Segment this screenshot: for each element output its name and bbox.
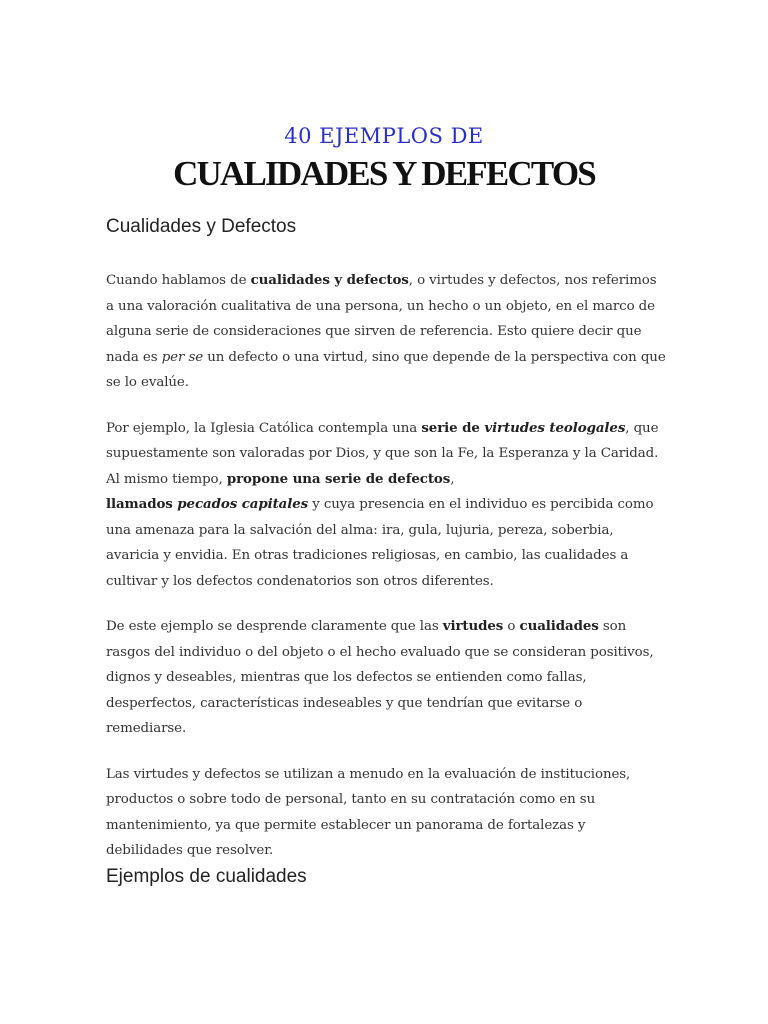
paragraph-2-bold-italic-b-text: pecados capitales	[177, 496, 309, 512]
paragraph-1-italic-term: per se	[161, 349, 204, 365]
paragraph-1	[106, 268, 666, 396]
paragraph-1-text-c: un defecto o una virtud, sino que depende de la perspectiva con que se lo evalúe.	[106, 349, 666, 390]
article-body	[106, 214, 666, 890]
paragraph-2-text-c: ,	[450, 471, 455, 487]
paragraph-2-bold-italic-a-text: virtudes teologales	[484, 419, 626, 436]
paragraph-3	[106, 614, 666, 742]
paragraph-2	[106, 416, 666, 595]
page-title: CUALIDADES Y DEFECTOS	[173, 154, 595, 193]
section-heading-ejemplos-de-cualidades: Ejemplos de cualidades	[106, 865, 307, 887]
paragraph-1-bold-term: cualidades y defectos	[250, 272, 409, 288]
title-block	[0, 122, 768, 194]
section-heading-cualidades-y-defectos: Cualidades y Defectos	[106, 216, 297, 237]
paragraph-3-bold-b: cualidades	[519, 618, 599, 634]
paragraph-1-text-a: Cuando hablamos de	[106, 273, 251, 288]
paragraph-2-bold-italic-a	[484, 420, 625, 436]
paragraph-3-text-c: son rasgos del individuo o del objeto o el hecho evaluado que se consideran positivos, dignos y deseables, mientras que los defectos se entienden como fallas, desperfectos, características indeseables y que tendrían que evitarse o remediarse.	[106, 619, 654, 736]
paragraph-2-text-a: Por ejemplo, la Iglesia Católica contempla una	[106, 420, 422, 436]
paragraph-2-text-b: , que supuestamente son valoradas por Dios, y que son la Fe, la Esperanza y la Caridad. Al mismo tiempo,	[106, 420, 659, 487]
paragraph-1-text-b: , o virtudes y defectos, nos referimos a una valoración cualitativa de una persona, un hecho o un objeto, en el marco de alguna serie de consideraciones que sirven de referencia. Esto quiere decir que nada es	[106, 273, 657, 365]
paragraph-4-text: Las virtudes y defectos se utilizan a menudo en la evaluación de instituciones, productos o sobre todo de personal, tanto en su contratación como en su mantenimiento, ya que permite establecer un panorama de fortalezas y debilidades que resolver.	[106, 766, 631, 858]
paragraph-2-bold-a: serie de	[421, 419, 485, 436]
paragraph-2-bold-b: propone una serie de defectos	[226, 470, 451, 487]
paragraph-2-bold-c: llamados	[106, 496, 178, 512]
paragraph-4	[106, 762, 666, 864]
paragraph-2-text-d: y cuya presencia en el individuo es percibida como una amenaza para la salvación del alma: ira, gula, lujuria, pereza, soberbia, avaricia y envidia. En otras tradiciones religiosas, en cambio, las cualidades a cultivar y los defectos condenatorios son otros diferentes.	[106, 497, 654, 589]
paragraph-3-text-a: De este ejemplo se desprende claramente que las	[106, 619, 443, 634]
paragraph-2-bold-italic-b	[177, 496, 308, 512]
paragraph-3-text-b: o	[503, 619, 520, 634]
title-subtitle: 40 EJEMPLOS DE	[284, 124, 484, 148]
paragraph-3-bold-a: virtudes	[442, 618, 504, 634]
